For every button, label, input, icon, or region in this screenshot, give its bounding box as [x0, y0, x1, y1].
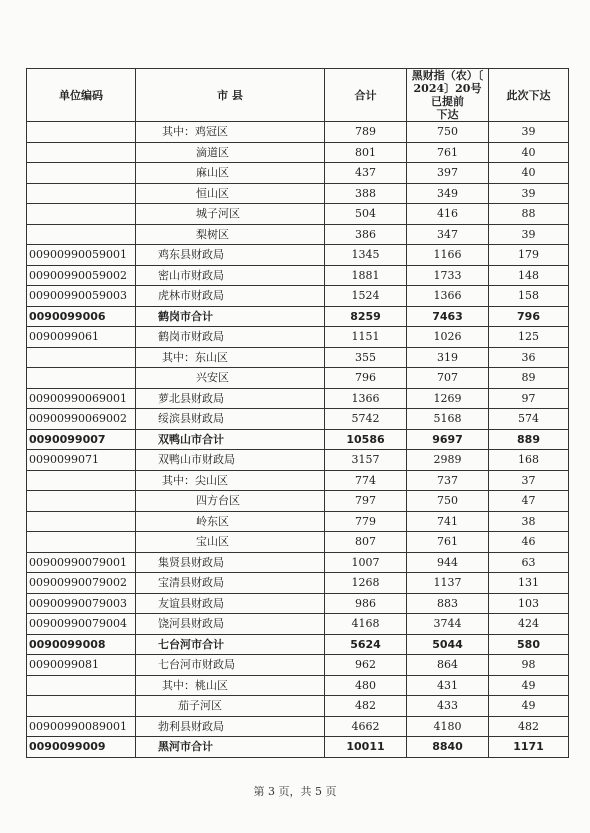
- cell-unit-code: [27, 163, 136, 184]
- cell-unit-code: 00900990059003: [27, 286, 136, 307]
- cell-total: 1524: [325, 286, 407, 307]
- cell-name: 鹤岗市财政局: [136, 327, 325, 348]
- cell-unit-code: [27, 491, 136, 512]
- cell-unit-code: 00900990059002: [27, 265, 136, 286]
- cell-advance: 1269: [407, 388, 489, 409]
- cell-this-issue: 47: [489, 491, 569, 512]
- cell-unit-code: 0090099008: [27, 634, 136, 655]
- cell-unit-code: [27, 675, 136, 696]
- cell-name: 七台河市合计: [136, 634, 325, 655]
- table-body: [27, 122, 569, 758]
- cell-advance: 741: [407, 511, 489, 532]
- cell-advance: 750: [407, 122, 489, 143]
- cell-total: 1366: [325, 388, 407, 409]
- cell-total: 482: [325, 696, 407, 717]
- cell-this-issue: 98: [489, 655, 569, 676]
- cell-unit-code: 00900990079002: [27, 573, 136, 594]
- cell-this-issue: 168: [489, 450, 569, 471]
- table-row: [27, 245, 569, 266]
- cell-advance: 1137: [407, 573, 489, 594]
- cell-unit-code: 00900990069002: [27, 409, 136, 430]
- page-number: 第 3 页，共 5 页: [253, 785, 337, 798]
- cell-this-issue: 36: [489, 347, 569, 368]
- table-row: [27, 675, 569, 696]
- header-city-county: 市 县: [136, 69, 325, 122]
- cell-this-issue: 88: [489, 204, 569, 225]
- table-row: [27, 470, 569, 491]
- cell-unit-code: 00900990079003: [27, 593, 136, 614]
- subtotal-row: [27, 429, 569, 450]
- header-unit-code: 单位编码: [27, 69, 136, 122]
- cell-name: 友谊县财政局: [136, 593, 325, 614]
- cell-name: 其中：尖山区: [136, 470, 325, 491]
- cell-name: 宝山区: [136, 532, 325, 553]
- cell-total: 5742: [325, 409, 407, 430]
- cell-advance: 397: [407, 163, 489, 184]
- cell-total: 986: [325, 593, 407, 614]
- cell-unit-code: [27, 696, 136, 717]
- table-row: [27, 532, 569, 553]
- cell-name: 双鸭山市合计: [136, 429, 325, 450]
- cell-unit-code: 0090099009: [27, 737, 136, 758]
- cell-name: 黑河市合计: [136, 737, 325, 758]
- cell-advance: 5044: [407, 634, 489, 655]
- cell-advance: 883: [407, 593, 489, 614]
- cell-total: 3157: [325, 450, 407, 471]
- table-row: [27, 655, 569, 676]
- cell-unit-code: 00900990069001: [27, 388, 136, 409]
- cell-total: 10011: [325, 737, 407, 758]
- header-total: 合计: [325, 69, 407, 122]
- cell-advance: 1366: [407, 286, 489, 307]
- cell-name: 兴安区: [136, 368, 325, 389]
- cell-name: 鹤岗市合计: [136, 306, 325, 327]
- cell-advance: 349: [407, 183, 489, 204]
- cell-total: 4662: [325, 716, 407, 737]
- cell-unit-code: [27, 142, 136, 163]
- table-row: [27, 286, 569, 307]
- cell-name: 茄子河区: [136, 696, 325, 717]
- cell-total: 797: [325, 491, 407, 512]
- cell-advance: 1026: [407, 327, 489, 348]
- header-advance-line2: 2024〕20号已提前: [413, 82, 482, 108]
- cell-this-issue: 49: [489, 696, 569, 717]
- cell-advance: 8840: [407, 737, 489, 758]
- cell-name: 四方台区: [136, 491, 325, 512]
- cell-name: 宝清县财政局: [136, 573, 325, 594]
- cell-this-issue: 1171: [489, 737, 569, 758]
- cell-advance: 750: [407, 491, 489, 512]
- cell-this-issue: 796: [489, 306, 569, 327]
- cell-name: 绥滨县财政局: [136, 409, 325, 430]
- cell-name: 恒山区: [136, 183, 325, 204]
- cell-unit-code: 0090099071: [27, 450, 136, 471]
- table-row: [27, 552, 569, 573]
- cell-total: 388: [325, 183, 407, 204]
- cell-advance: 761: [407, 532, 489, 553]
- allocation-table: [26, 68, 569, 758]
- cell-total: 1151: [325, 327, 407, 348]
- cell-name: 萝北县财政局: [136, 388, 325, 409]
- cell-name: 其中：鸡冠区: [136, 122, 325, 143]
- cell-name: 勃利县财政局: [136, 716, 325, 737]
- cell-this-issue: 482: [489, 716, 569, 737]
- cell-this-issue: 40: [489, 163, 569, 184]
- cell-total: 5624: [325, 634, 407, 655]
- table-row: [27, 142, 569, 163]
- cell-unit-code: [27, 347, 136, 368]
- cell-unit-code: 0090099006: [27, 306, 136, 327]
- cell-unit-code: 00900990059001: [27, 245, 136, 266]
- cell-total: 774: [325, 470, 407, 491]
- cell-advance: 5168: [407, 409, 489, 430]
- cell-this-issue: 89: [489, 368, 569, 389]
- cell-unit-code: [27, 368, 136, 389]
- cell-this-issue: 97: [489, 388, 569, 409]
- cell-total: 437: [325, 163, 407, 184]
- cell-advance: 707: [407, 368, 489, 389]
- cell-unit-code: [27, 511, 136, 532]
- cell-total: 10586: [325, 429, 407, 450]
- header-advance-issued: [407, 69, 489, 122]
- cell-advance: 1733: [407, 265, 489, 286]
- cell-advance: 4180: [407, 716, 489, 737]
- cell-advance: 864: [407, 655, 489, 676]
- cell-advance: 761: [407, 142, 489, 163]
- cell-this-issue: 37: [489, 470, 569, 491]
- cell-advance: 7463: [407, 306, 489, 327]
- cell-this-issue: 63: [489, 552, 569, 573]
- cell-unit-code: [27, 183, 136, 204]
- cell-name: 七台河市财政局: [136, 655, 325, 676]
- cell-total: 355: [325, 347, 407, 368]
- cell-unit-code: [27, 204, 136, 225]
- subtotal-row: [27, 306, 569, 327]
- cell-advance: 2989: [407, 450, 489, 471]
- table-row: [27, 614, 569, 635]
- cell-total: 1007: [325, 552, 407, 573]
- header-advance-line3: 下达: [436, 108, 459, 121]
- table-row: [27, 368, 569, 389]
- table-row: [27, 696, 569, 717]
- cell-unit-code: 00900990079004: [27, 614, 136, 635]
- cell-total: 4168: [325, 614, 407, 635]
- cell-name: 饶河县财政局: [136, 614, 325, 635]
- cell-total: 796: [325, 368, 407, 389]
- cell-advance: 944: [407, 552, 489, 573]
- table-row: [27, 573, 569, 594]
- cell-total: 1881: [325, 265, 407, 286]
- cell-name: 其中：桃山区: [136, 675, 325, 696]
- cell-this-issue: 39: [489, 224, 569, 245]
- cell-advance: 1166: [407, 245, 489, 266]
- cell-name: 滴道区: [136, 142, 325, 163]
- table-row: [27, 388, 569, 409]
- cell-name: 岭东区: [136, 511, 325, 532]
- cell-name: 城子河区: [136, 204, 325, 225]
- cell-unit-code: [27, 224, 136, 245]
- cell-total: 504: [325, 204, 407, 225]
- cell-total: 789: [325, 122, 407, 143]
- cell-this-issue: 580: [489, 634, 569, 655]
- cell-advance: 9697: [407, 429, 489, 450]
- cell-advance: 347: [407, 224, 489, 245]
- subtotal-row: [27, 737, 569, 758]
- cell-total: 386: [325, 224, 407, 245]
- cell-advance: 737: [407, 470, 489, 491]
- cell-this-issue: 103: [489, 593, 569, 614]
- cell-total: 1268: [325, 573, 407, 594]
- cell-this-issue: 39: [489, 183, 569, 204]
- cell-name: 密山市财政局: [136, 265, 325, 286]
- cell-this-issue: 148: [489, 265, 569, 286]
- table-header-row: [27, 69, 569, 122]
- cell-name: 集贤县财政局: [136, 552, 325, 573]
- cell-unit-code: 0090099081: [27, 655, 136, 676]
- cell-this-issue: 49: [489, 675, 569, 696]
- cell-this-issue: 38: [489, 511, 569, 532]
- cell-total: 801: [325, 142, 407, 163]
- cell-total: 8259: [325, 306, 407, 327]
- table-row: [27, 511, 569, 532]
- table-row: [27, 716, 569, 737]
- cell-this-issue: 46: [489, 532, 569, 553]
- cell-unit-code: 0090099061: [27, 327, 136, 348]
- cell-advance: 416: [407, 204, 489, 225]
- cell-total: 962: [325, 655, 407, 676]
- table-row: [27, 409, 569, 430]
- cell-this-issue: 158: [489, 286, 569, 307]
- table-row: [27, 491, 569, 512]
- cell-this-issue: 424: [489, 614, 569, 635]
- cell-total: 1345: [325, 245, 407, 266]
- cell-this-issue: 179: [489, 245, 569, 266]
- table-row: [27, 224, 569, 245]
- table-row: [27, 347, 569, 368]
- header-this-issue: 此次下达: [489, 69, 569, 122]
- cell-this-issue: 889: [489, 429, 569, 450]
- cell-name: 其中：东山区: [136, 347, 325, 368]
- cell-unit-code: [27, 122, 136, 143]
- cell-total: 480: [325, 675, 407, 696]
- cell-advance: 431: [407, 675, 489, 696]
- table-row: [27, 204, 569, 225]
- cell-this-issue: 39: [489, 122, 569, 143]
- cell-advance: 319: [407, 347, 489, 368]
- cell-name: 双鸭山市财政局: [136, 450, 325, 471]
- table-row: [27, 122, 569, 143]
- cell-unit-code: [27, 532, 136, 553]
- header-advance-line1: 黑财指（农）〔: [411, 69, 484, 82]
- cell-this-issue: 125: [489, 327, 569, 348]
- cell-advance: 3744: [407, 614, 489, 635]
- cell-unit-code: 00900990079001: [27, 552, 136, 573]
- cell-name: 梨树区: [136, 224, 325, 245]
- cell-this-issue: 131: [489, 573, 569, 594]
- cell-name: 鸡东县财政局: [136, 245, 325, 266]
- cell-name: 虎林市财政局: [136, 286, 325, 307]
- cell-advance: 433: [407, 696, 489, 717]
- table-row: [27, 183, 569, 204]
- table-row: [27, 265, 569, 286]
- table-row: [27, 163, 569, 184]
- subtotal-row: [27, 634, 569, 655]
- table-row: [27, 450, 569, 471]
- cell-total: 807: [325, 532, 407, 553]
- cell-unit-code: [27, 470, 136, 491]
- cell-total: 779: [325, 511, 407, 532]
- cell-this-issue: 40: [489, 142, 569, 163]
- cell-this-issue: 574: [489, 409, 569, 430]
- cell-unit-code: 0090099007: [27, 429, 136, 450]
- cell-unit-code: 00900990089001: [27, 716, 136, 737]
- table-row: [27, 593, 569, 614]
- cell-name: 麻山区: [136, 163, 325, 184]
- table-row: [27, 327, 569, 348]
